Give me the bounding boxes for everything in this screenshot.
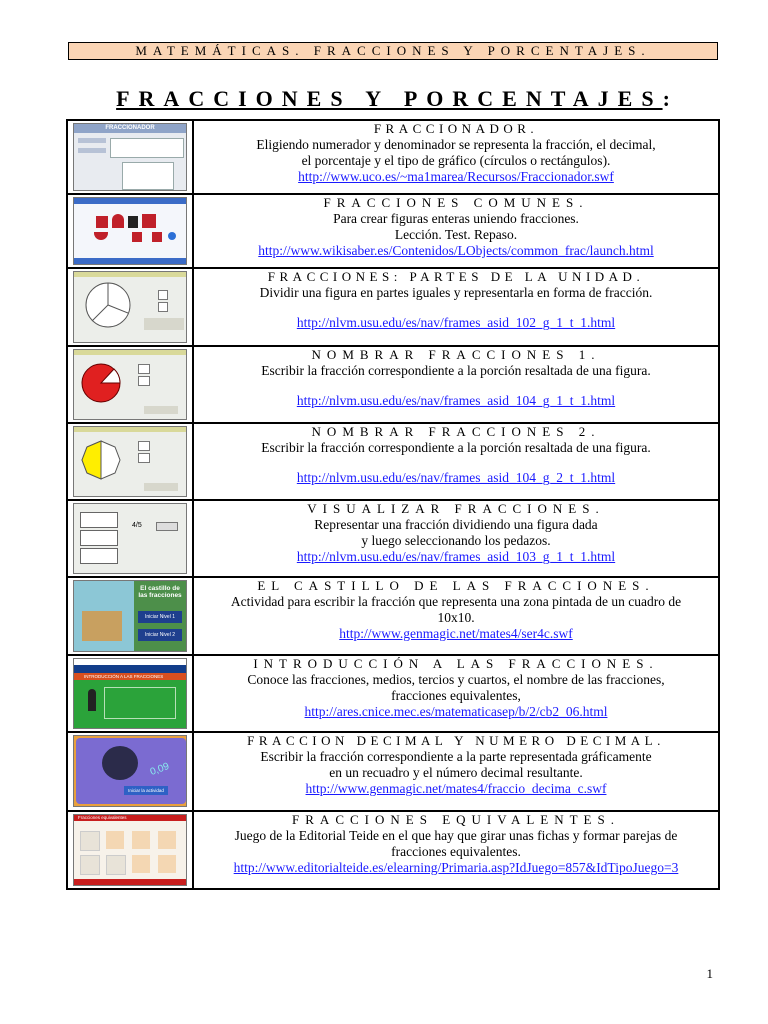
page-title-colon: : — [662, 86, 670, 111]
page-title-text: FRACCIONES Y PORCENTAJES — [116, 86, 663, 111]
description-line: Escribir la fracción correspondiente a la parte representada gráficamente — [260, 749, 652, 764]
table-row — [67, 732, 719, 811]
thumbnail-cell — [67, 423, 193, 500]
description-cell — [193, 423, 719, 500]
screenshot-thumbnail[interactable] — [73, 814, 187, 886]
resource-title: VISUALIZAR FRACCIONES. — [307, 501, 605, 516]
thumbnail-title: El castillo de las fracciones — [138, 585, 182, 599]
description-line: Para crear figuras enteras uniendo fracciones. — [333, 211, 579, 226]
description-line: 10x10. — [437, 610, 475, 625]
thumbnail-cell — [67, 120, 193, 194]
description-cell — [193, 577, 719, 655]
table-row — [67, 500, 719, 577]
description-cell — [193, 732, 719, 811]
screenshot-thumbnail[interactable] — [73, 503, 187, 574]
table-row — [67, 268, 719, 346]
thumbnail-cell — [67, 194, 193, 268]
level-1-button: Iniciar Nivel 1 — [138, 611, 182, 623]
resource-link[interactable]: http://www.editorialteide.es/elearning/Primaria.asp?IdJuego=857&IdTipoJuego=3 — [233, 860, 679, 875]
description-line: Juego de la Editorial Teide en el que hay que girar unas fichas y formar parejas de — [234, 828, 678, 843]
screenshot-thumbnail[interactable] — [73, 123, 187, 191]
resource-link[interactable]: http://www.uco.es/~ma1marea/Recursos/Fraccionador.swf — [298, 169, 614, 184]
red-pie-icon — [80, 362, 122, 404]
description-line: Escribir la fracción correspondiente a la porción resaltada de una figura. — [261, 440, 651, 455]
table-row — [67, 120, 719, 194]
resource-link[interactable]: http://nlvm.usu.edu/es/nav/frames_asid_104_g_1_t_1.html — [296, 393, 616, 408]
description-cell — [193, 500, 719, 577]
thumbnail-cell — [67, 500, 193, 577]
level-2-button: Iniciar Nivel 2 — [138, 629, 182, 641]
screenshot-thumbnail[interactable] — [73, 580, 187, 652]
page-title — [0, 86, 768, 112]
description-cell — [193, 811, 719, 889]
description-line: el porcentaje y el tipo de gráfico (círculos o rectángulos). — [301, 153, 611, 168]
table-row — [67, 194, 719, 268]
pie-figure-icon — [84, 281, 132, 329]
table-row — [67, 423, 719, 500]
description-line: Lección. Test. Repaso. — [394, 227, 518, 242]
resource-link[interactable]: http://nlvm.usu.edu/es/nav/frames_asid_104_g_2_t_1.html — [296, 470, 616, 485]
thumbnail-cell — [67, 577, 193, 655]
screenshot-thumbnail[interactable] — [73, 735, 187, 807]
description-line: fracciones equivalentes. — [391, 844, 521, 859]
resource-title: FRACCIONES: PARTES DE LA UNIDAD. — [267, 269, 645, 284]
description-cell — [193, 346, 719, 423]
thumbnail-fraction: 4/5 — [132, 522, 142, 529]
description-cell — [193, 655, 719, 732]
resource-link[interactable]: http://www.genmagic.net/mates4/ser4c.swf — [339, 626, 573, 641]
table-row — [67, 577, 719, 655]
resource-title: FRACCION DECIMAL Y NUMERO DECIMAL. — [247, 733, 665, 748]
table-row — [67, 655, 719, 732]
resource-link[interactable]: http://www.wikisaber.es/Contenidos/LObjects/common_frac/launch.html — [258, 243, 654, 258]
thumbnail-cell — [67, 268, 193, 346]
screenshot-thumbnail[interactable] — [73, 271, 187, 343]
resource-title: FRACCIONES COMUNES. — [323, 195, 589, 210]
screenshot-thumbnail[interactable] — [73, 349, 187, 420]
resource-title: EL CASTILLO DE LAS FRACCIONES. — [257, 578, 655, 593]
resource-title: FRACCIONES EQUIVALENTES. — [292, 812, 620, 827]
thumbnail-cell — [67, 732, 193, 811]
description-line: en un recuadro y el número decimal resultante. — [329, 765, 583, 780]
resource-title: INTRODUCCIÓN A LAS FRACCIONES. — [253, 656, 659, 671]
description-cell — [193, 194, 719, 268]
thumbnail-number: 0,09 — [148, 761, 171, 778]
description-cell — [193, 120, 719, 194]
screenshot-thumbnail[interactable] — [73, 426, 187, 497]
resource-title: NOMBRAR FRACCIONES 2. — [311, 424, 601, 439]
start-activity-button: Iniciar la actividad — [124, 786, 168, 795]
thumbnail-title: FRACCIONADOR — [74, 124, 186, 133]
description-line: Representar una fracción dividiendo una figura dada — [314, 517, 598, 532]
screenshot-thumbnail[interactable] — [73, 658, 187, 729]
resources-table — [66, 119, 720, 890]
description-line: Actividad para escribir la fracción que representa una zona pintada de un cuadro de — [230, 594, 682, 609]
document-header-text: MATEMÁTICAS. FRACCIONES Y PORCENTAJES. — [135, 43, 651, 58]
screenshot-thumbnail[interactable] — [73, 197, 187, 265]
description-line: Eligiendo numerador y denominador se representa la fracción, el decimal, — [256, 137, 656, 152]
description-cell — [193, 268, 719, 346]
thumbnail-title: INTRODUCCIÓN A LAS FRACCIONES — [74, 673, 186, 680]
thumbnail-cell — [67, 811, 193, 889]
resource-link[interactable]: http://www.genmagic.net/mates4/fraccio_decima_c.swf — [305, 781, 607, 796]
document-header-bar — [68, 42, 718, 60]
resource-link[interactable]: http://ares.cnice.mec.es/matematicasep/b/2/cb2_06.html — [304, 704, 608, 719]
yellow-polygon-icon — [80, 439, 122, 481]
resource-link[interactable]: http://nlvm.usu.edu/es/nav/frames_asid_103_g_1_t_1.html — [296, 549, 616, 564]
thumbnail-title: Fracciones equivalentes — [74, 815, 186, 821]
resource-link[interactable]: http://nlvm.usu.edu/es/nav/frames_asid_102_g_1_t_1.html — [296, 315, 616, 330]
page-number: 1 — [706, 966, 713, 981]
description-line: y luego seleccionando los pedazos. — [361, 533, 551, 548]
resource-title: NOMBRAR FRACCIONES 1. — [311, 347, 601, 362]
description-line: Conoce las fracciones, medios, tercios y cuartos, el nombre de las fracciones, — [247, 672, 665, 687]
description-line: Dividir una figura en partes iguales y representarla en forma de fracción. — [259, 285, 653, 300]
thumbnail-cell — [67, 346, 193, 423]
thumbnail-cell — [67, 655, 193, 732]
table-row — [67, 346, 719, 423]
description-line: Escribir la fracción correspondiente a la porción resaltada de una figura. — [261, 363, 651, 378]
resource-title: FRACCIONADOR. — [373, 121, 539, 136]
description-line: fracciones equivalentes, — [391, 688, 521, 703]
table-row — [67, 811, 719, 889]
